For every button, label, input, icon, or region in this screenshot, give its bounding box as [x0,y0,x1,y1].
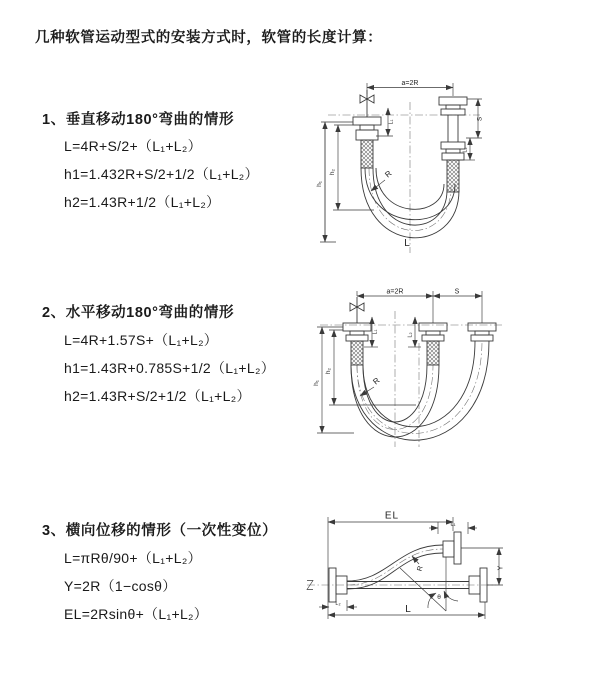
dim-fitting-right-label: L₂ [462,147,469,153]
angle-construction [400,557,458,611]
formula-l: L=4R+S/2+（L₁+L₂） [64,138,202,154]
page-title: 几种软管运动型式的安装方式时，软管的长度计算： [35,30,383,46]
right-flange-fitting-shifted [468,323,496,341]
section-3-heading: 3、横向位移的情形（一次性变位） [42,523,278,539]
dim-fitting-left-label: L₂ [335,601,341,607]
dim-h-inner-label: h₂ [325,367,332,375]
dim-stroke-label: S [454,288,460,296]
dim-fitting-top-label: L₁ [450,521,456,528]
formula-h1: h1=1.43R+0.785S+1/2（L₁+L₂） [64,360,275,376]
valve-icon [350,297,364,323]
dim-offset-label: Y [497,565,505,571]
left-flange-fitting [353,117,381,168]
formula-h2: h2=1.43R+1/2（L₁+L₂） [64,194,221,210]
middle-flange-fitting [419,323,447,365]
diagram-horizontal-180-bend [308,283,598,458]
formula-h2: h2=1.43R+S/2+1/2（L₁+L₂） [64,388,251,404]
valve-icon [360,90,374,117]
section-2-heading: 2、水平移动180°弯曲的情形 [42,305,235,321]
dim-h-inner [329,330,416,405]
dim-span-label: a=2R [401,80,419,87]
section-1-heading: 1、垂直移动180°弯曲的情形 [42,112,235,128]
dim-h-inner-label: h₂ [329,168,336,176]
formula-el: EL=2Rsinθ+（L₁+L₂） [64,606,209,622]
dim-length-label: L [405,604,411,615]
hose-centerline-arc-2 [357,341,482,434]
radius-label: R [416,565,425,572]
dim-h-outer [320,122,353,242]
radius-label: R [383,168,394,180]
right-flange-fitting [439,97,467,192]
dim-stroke-label: S [476,116,484,122]
left-flange-fitting [343,323,371,365]
formula-y: Y=2R（1−cosθ） [64,578,177,594]
angle-label: θ [437,594,441,601]
dim-fitting-mid [408,317,421,347]
formula-h1: h1=1.432R+S/2+1/2（L₁+L₂） [64,166,259,182]
dim-span-label: a=2R [386,288,404,296]
dim-fitting-left-label: L₁ [388,119,395,125]
diagram-vertical-180-bend [310,72,590,257]
hose-u-bend [351,341,489,440]
dim-h-outer-label: h₁ [316,181,323,187]
diagram-lateral-displacement [300,505,600,655]
dim-h-outer [317,327,354,433]
formula-l: L=πRθ/90+（L₁+L₂） [64,550,202,566]
length-label: L [404,238,410,249]
dim-fitting-mid-label: L₂ [407,332,414,338]
dim-el-label: EL [384,510,400,522]
dim-fitting-left-label: L₁ [372,329,379,335]
dim-h-outer-label: h₁ [313,380,320,386]
formula-l: L=4R+1.57S+（L₁+L₂） [64,332,219,348]
radius-label: R [371,375,382,387]
